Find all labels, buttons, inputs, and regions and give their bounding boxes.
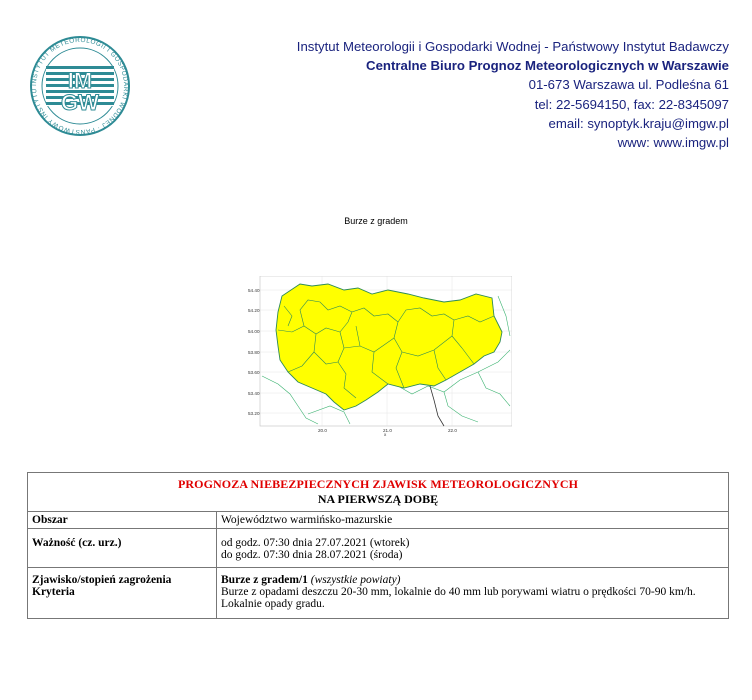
validity-value	[217, 529, 729, 568]
phenomenon-criteria-values	[217, 568, 729, 619]
map-caption: Burze z gradem	[344, 216, 408, 226]
area-value: Województwo warmińsko-mazurskie	[217, 512, 729, 529]
lat-label: 54.20	[248, 308, 260, 313]
criteria-label: Kryteria	[32, 586, 75, 598]
validity-to: do godz. 07:30 dnia 28.07.2021 (środa)	[221, 549, 403, 561]
warning-title-line1: PROGNOZA NIEBEZPIECZNYCH ZJAWISK METEOROLOGICZNYCH	[177, 477, 579, 491]
phenomenon-value: Burze z gradem/1	[221, 574, 308, 586]
lat-label: 53.80	[248, 350, 260, 355]
lat-label: 54.40	[248, 288, 260, 293]
validity-label: Ważność (cz. urz.)	[28, 529, 217, 568]
lon-label: 21.0	[383, 428, 392, 433]
phone-fax: tel: 22-5694150, fax: 22-8345097	[534, 96, 729, 112]
lon-label: 22.0	[448, 428, 457, 433]
logo-letters-top: IM	[67, 68, 93, 93]
logo-letters-bottom: GW	[61, 90, 99, 115]
warning-table	[27, 472, 729, 619]
institute-name: Instytut Meteorologii i Gospodarki Wodnej - Państwowy Instytut Badawczy	[296, 39, 729, 54]
lat-label: 53.20	[248, 411, 260, 416]
phenomenon-label: Zjawisko/stopień zagrożenia	[32, 574, 172, 586]
logo-ring-text: INSTYTUT METEOROLOGII I GOSPODARKI WODNEJ · PAŃSTWOWY INSTYTU	[30, 36, 130, 136]
website: www: www.imgw.pl	[617, 135, 729, 151]
criteria-value: Burze z opadami deszczu 20-30 mm, lokalnie do 40 mm lub porywami wiatru o prędkości 70-90 km/h. Lokalnie opady gradu.	[221, 586, 696, 610]
warning-title-line2: NA PIERWSZĄ DOBĘ	[317, 492, 439, 506]
imgw-logo	[24, 36, 136, 136]
lon-label: 20.0	[318, 428, 327, 433]
validity-from: od godz. 07:30 dnia 27.07.2021 (wtorek)	[221, 537, 410, 549]
lat-label: 53.60	[248, 370, 260, 375]
bureau-name: Centralne Biuro Prognoz Meteorologicznych w Warszawie	[366, 58, 729, 74]
warning-title	[28, 473, 729, 512]
axis-mark: x	[384, 432, 387, 436]
email: email: synoptyk.kraju@imgw.pl	[548, 115, 729, 131]
phenomenon-criteria-labels	[28, 568, 217, 619]
warning-map	[248, 276, 512, 436]
area-label: Obszar	[28, 512, 217, 529]
address: 01-673 Warszawa ul. Podleśna 61	[528, 77, 729, 93]
institute-header	[297, 37, 729, 152]
lat-label: 53.40	[248, 391, 260, 396]
lat-label: 54.00	[248, 329, 260, 334]
phenomenon-scope: (wszystkie powiaty)	[310, 574, 401, 586]
